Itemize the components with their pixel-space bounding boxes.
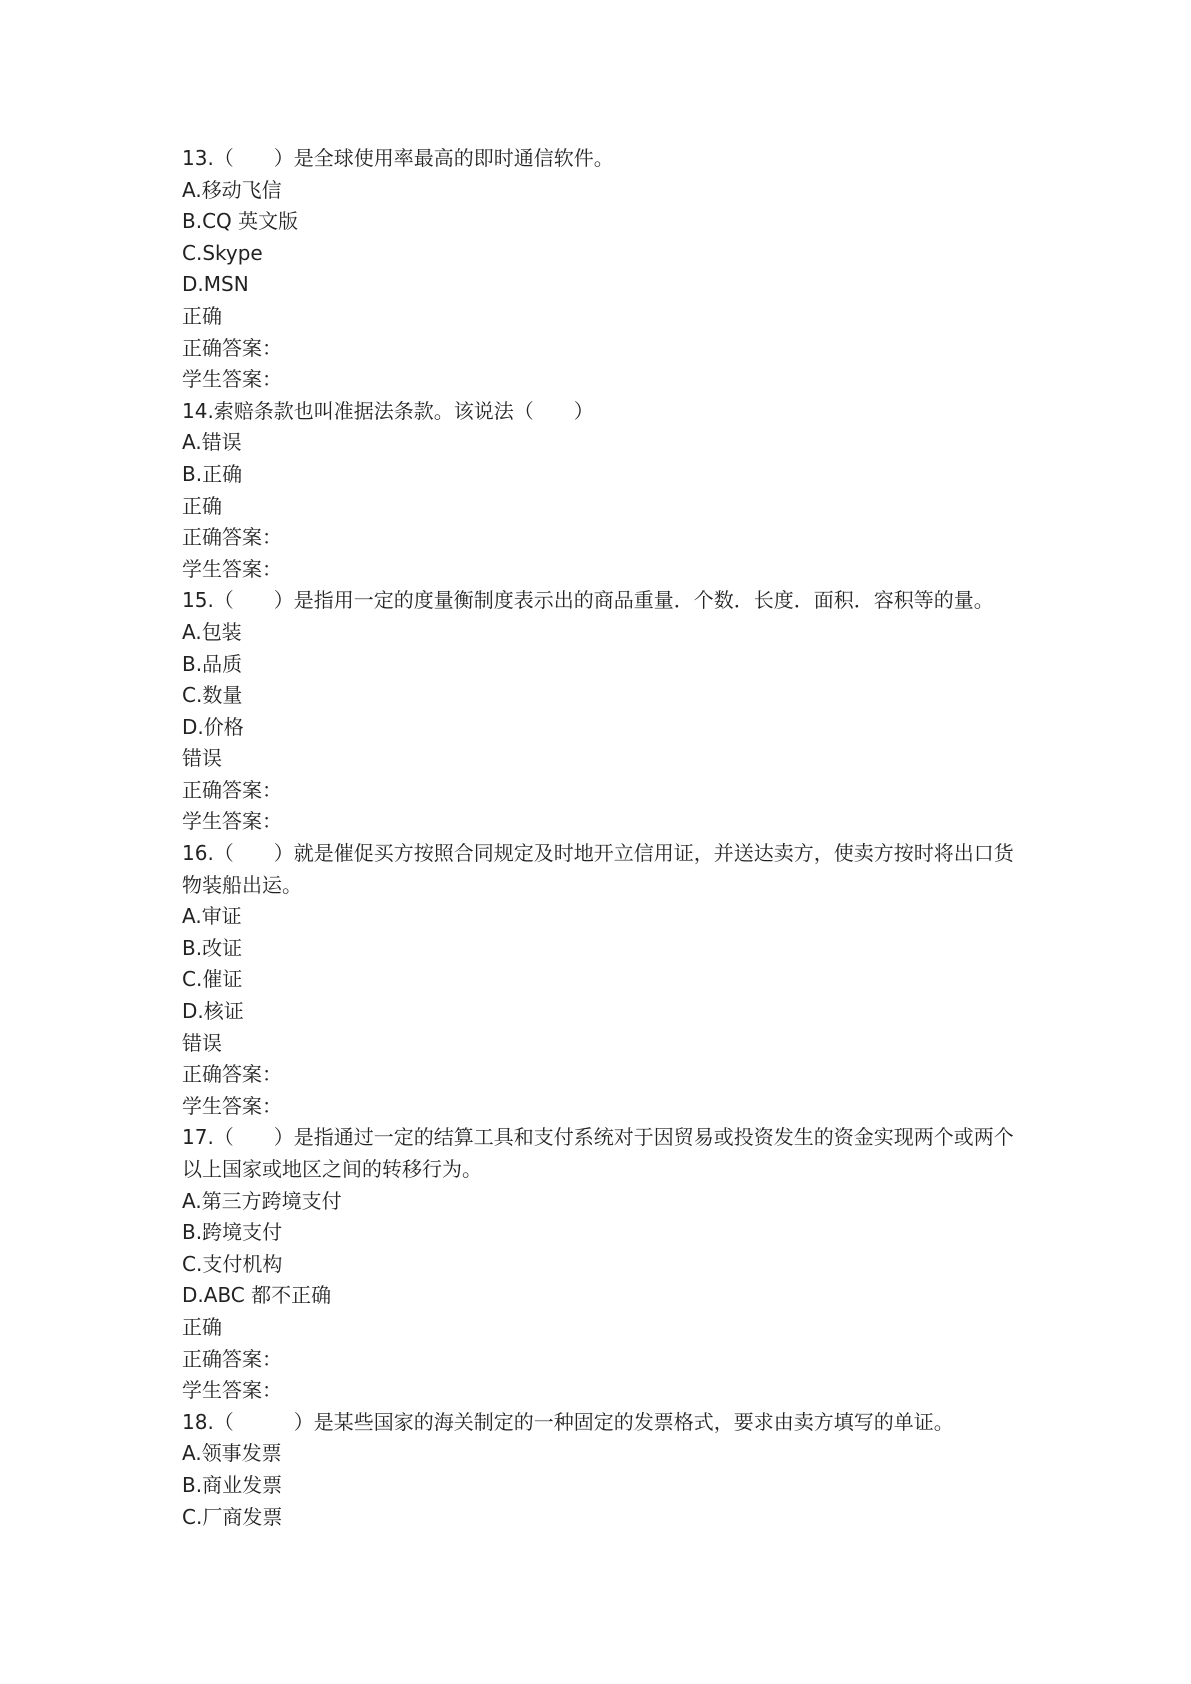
option-b: B.品质 xyxy=(182,651,243,676)
student-answer-label: 学生答案： xyxy=(182,1093,282,1118)
option-a: A.错误 xyxy=(182,430,242,455)
question-13 xyxy=(182,143,1062,396)
question-stem: 16.（ ）就是催促买方按照合同规定及时地开立信用证，并送达卖方，使卖方按时将出口货物装船出运。 xyxy=(182,841,1014,897)
correct-answer-label: 正确答案： xyxy=(182,1062,282,1087)
option-d: D.核证 xyxy=(182,999,244,1024)
result: 错误 xyxy=(182,1030,222,1055)
question-stem: 17.（ ）是指通过一定的结算工具和支付系统对于因贸易或投资发生的资金实现两个或两个以上国家或地区之间的转移行为。 xyxy=(182,1125,1014,1181)
correct-answer-label: 正确答案： xyxy=(182,335,282,360)
option-d: D.MSN xyxy=(182,272,249,297)
option-b: B.CQ 英文版 xyxy=(182,209,299,234)
option-a: A.审证 xyxy=(182,904,242,929)
question-14 xyxy=(182,396,1062,586)
student-answer-label: 学生答案： xyxy=(182,809,282,834)
student-answer-label: 学生答案： xyxy=(182,367,282,392)
question-stem: 14.索赔条款也叫准据法条款。该说法（ ） xyxy=(182,398,594,423)
option-b: B.跨境支付 xyxy=(182,1220,283,1245)
option-a: A.领事发票 xyxy=(182,1441,282,1466)
correct-answer-label: 正确答案： xyxy=(182,777,282,802)
option-a: A.第三方跨境支付 xyxy=(182,1188,342,1213)
option-a: A.包装 xyxy=(182,619,242,644)
question-17 xyxy=(182,1122,1062,1406)
option-c: C.厂商发票 xyxy=(182,1504,283,1529)
option-b: B.正确 xyxy=(182,461,243,486)
option-d: D.价格 xyxy=(182,714,244,739)
question-18 xyxy=(182,1407,1062,1533)
question-16 xyxy=(182,838,1062,1122)
option-b: B.商业发票 xyxy=(182,1472,283,1497)
correct-answer-label: 正确答案： xyxy=(182,525,282,550)
correct-answer-label: 正确答案： xyxy=(182,1346,282,1371)
student-answer-label: 学生答案： xyxy=(182,556,282,581)
option-c: C.数量 xyxy=(182,683,243,708)
option-c: C.Skype xyxy=(182,240,263,265)
option-b: B.改证 xyxy=(182,935,243,960)
student-answer-label: 学生答案： xyxy=(182,1378,282,1403)
option-d: D.ABC 都不正确 xyxy=(182,1283,332,1308)
question-stem: 18.（ ）是某些国家的海关制定的一种固定的发票格式，要求由卖方填写的单证。 xyxy=(182,1409,954,1434)
result: 错误 xyxy=(182,746,222,771)
result: 正确 xyxy=(182,493,222,518)
question-15 xyxy=(182,585,1062,838)
option-a: A.移动飞信 xyxy=(182,177,282,202)
result: 正确 xyxy=(182,303,222,328)
document-page xyxy=(182,143,1062,1533)
result: 正确 xyxy=(182,1314,222,1339)
question-stem: 15.（ ）是指用一定的度量衡制度表示出的商品重量．个数．长度．面积．容积等的量。 xyxy=(182,588,994,613)
option-c: C.支付机构 xyxy=(182,1251,283,1276)
question-stem: 13.（ ）是全球使用率最高的即时通信软件。 xyxy=(182,146,614,170)
option-c: C.催证 xyxy=(182,967,243,992)
